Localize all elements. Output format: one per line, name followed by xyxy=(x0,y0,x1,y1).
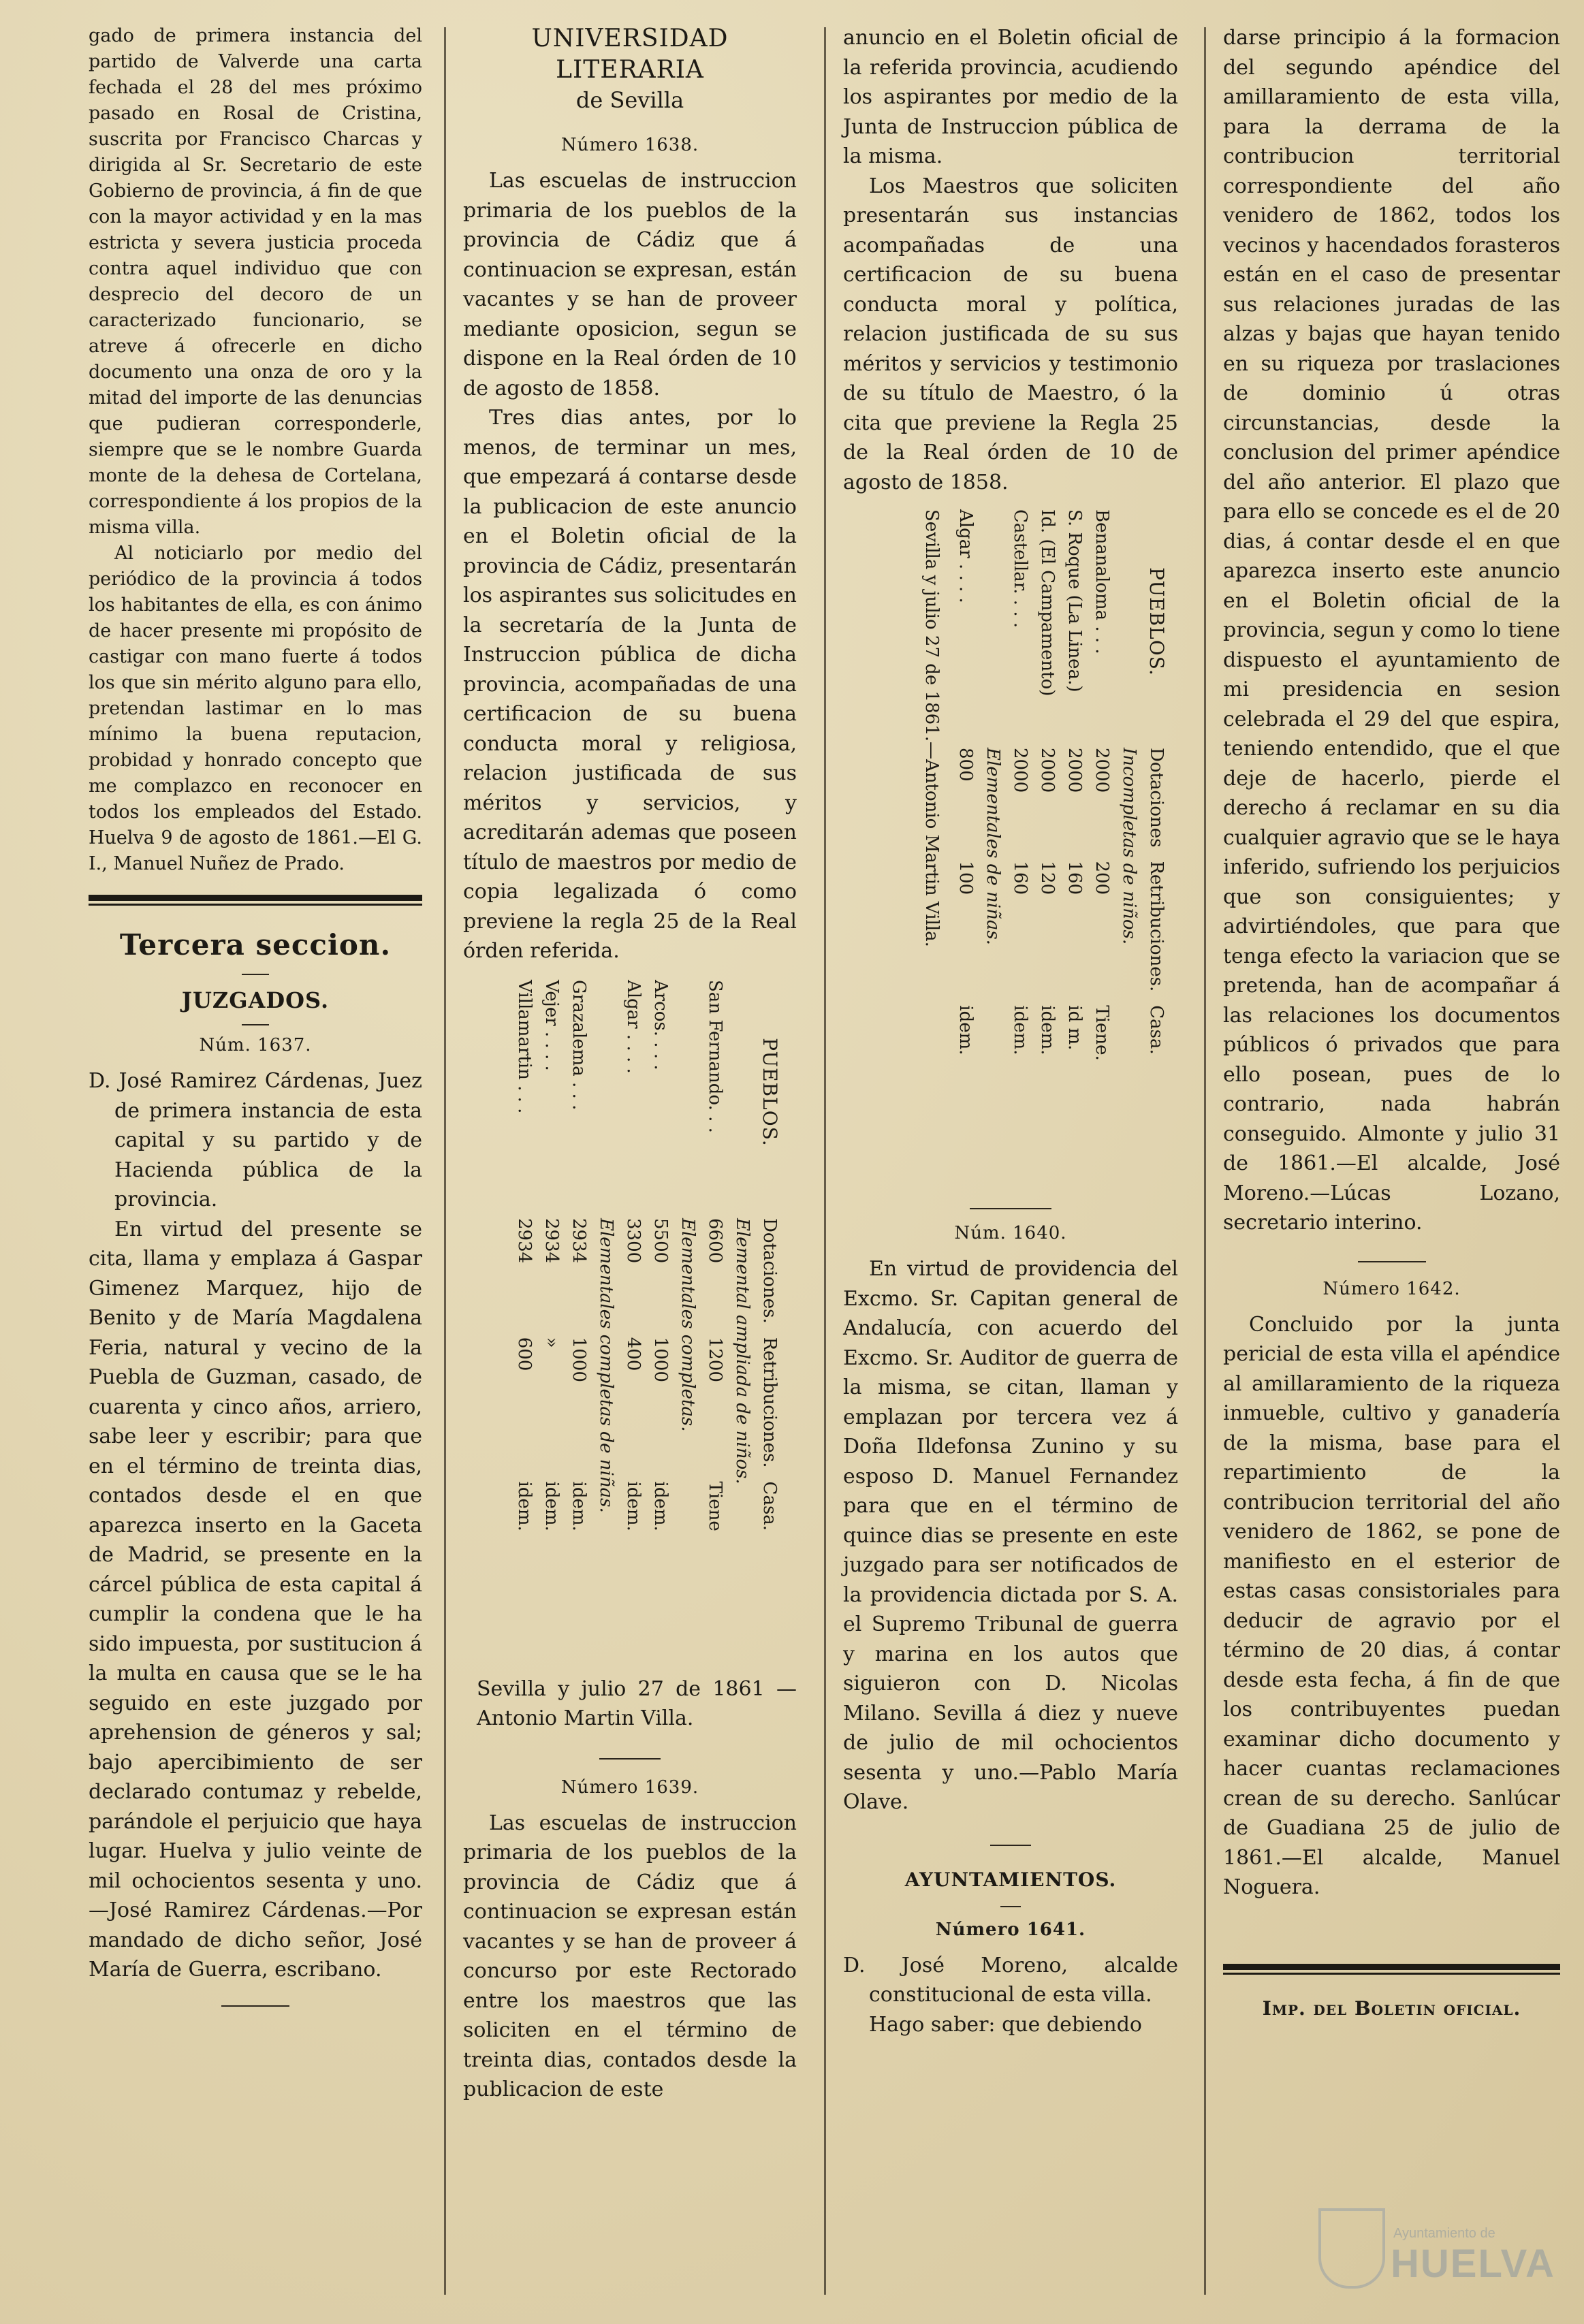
column-3 xyxy=(843,23,1178,2039)
table-cell: idem. xyxy=(541,1481,562,1531)
notice-body: anuncio en el Boletin oficial de la referida provincia, acudiendo los aspirantes por medio de la Junta de Instruccion pública de la misma. xyxy=(843,26,1178,168)
notice-number: Número 1641. xyxy=(935,1919,1086,1940)
table-cell: idem. xyxy=(623,1481,644,1531)
table-cell: 2000 xyxy=(1010,748,1030,793)
notice-body: Concluido por la junta pericial de esta villa el apéndice al amillaramiento de la riqueza inmueble, cultivo y ganadería de la misma, base para el repartimiento de la contribucion territorial del año venidero de 1862, se pone de manifiesto en el esterior de estas casas consistoriales para deducir de agravio por el término de 20 dias, á contar desde esta fecha, á fin de que los contribuyentes puedan examinar dicho documento y hacer cuantas reclamaciones crean de su derecho. Sanlúcar de Guadiana 25 de julio de 1861.—El alcalde, Manuel Noguera. xyxy=(1223,1312,1560,1899)
table-cell: idem. xyxy=(1037,1005,1058,1055)
watermark-line-1: Ayuntamiento de xyxy=(1393,2226,1495,2241)
table-cell: Castellar. . . . xyxy=(1010,509,1030,628)
table-cell: Tiene. xyxy=(1092,1005,1112,1061)
table-cell: Algar . . . . xyxy=(955,509,976,603)
table-row xyxy=(1061,503,1088,1068)
table-row xyxy=(1088,503,1115,1068)
table-cell: 2000 xyxy=(1037,748,1058,793)
table-cell: 1000 xyxy=(569,1337,589,1382)
table-header: Casa. xyxy=(759,1481,780,1531)
table-header: Dotaciones xyxy=(1146,748,1167,848)
table-cell: 800 xyxy=(955,748,976,782)
table-cell: Algar . . . . xyxy=(623,979,644,1074)
vacancies-table-area xyxy=(463,973,797,1674)
column-rule xyxy=(824,27,826,2295)
table-cell: 2934 xyxy=(514,1217,535,1263)
table-subheading: Elementales completas. xyxy=(678,1217,698,1431)
notice-number: Núm. 1640. xyxy=(954,1223,1067,1243)
city-watermark xyxy=(1318,2201,1555,2297)
column-1 xyxy=(89,23,422,2022)
table-cell: Id. (El Campamento) xyxy=(1037,509,1058,697)
university-city: de Sevilla xyxy=(575,87,684,113)
table-row xyxy=(701,973,729,1538)
table-cell: San Fernando. . . xyxy=(705,979,725,1133)
table-header: Retribuciones. xyxy=(759,1337,780,1468)
table-cell: Tiene xyxy=(705,1481,725,1531)
table-cell: 1000 xyxy=(650,1337,671,1382)
table-header: Dotaciones. xyxy=(759,1217,780,1324)
table-cell: idem. xyxy=(569,1481,589,1531)
table-cell: idem. xyxy=(650,1481,671,1531)
university-title: UNIVERSIDAD LITERARIA xyxy=(531,25,729,84)
table-cell: Villamartin . . . xyxy=(514,979,535,1113)
table-cell: 2000 xyxy=(1064,748,1085,793)
table-cell: 1200 xyxy=(705,1337,725,1382)
table-cell: Arcos. . . . xyxy=(650,979,671,1070)
notice-heading: D. José Moreno, alcalde constitucional de esta villa. xyxy=(843,1953,1178,2007)
notice-body: Hago saber: que debiendo xyxy=(869,2012,1142,2037)
divider xyxy=(242,1024,269,1025)
section-divider xyxy=(89,895,422,906)
table-cell: S. Roque (La Linea.) xyxy=(1064,509,1085,693)
notice-body: Los Maestros que soliciten presentarán sus instancias acompañadas de una certificacion de su buena conducta moral y política, relacion justificada de su sus méritos y servicios y testimonio de su título de Maestro, ó la cita que previene la Regla 25 de la Real órden de 10 de agosto de 1858. xyxy=(843,174,1178,494)
table-row xyxy=(1034,503,1061,1068)
table-cell: Vejer . . . . xyxy=(541,979,562,1071)
table-cell: 2934 xyxy=(541,1217,562,1263)
table-row xyxy=(565,973,592,1538)
imprint: Imp. del Boletin oficial. xyxy=(1262,1996,1521,2020)
table-cell: 5500 xyxy=(650,1217,671,1263)
table-header: PUEBLOS. xyxy=(1145,567,1168,676)
divider xyxy=(599,1758,661,1760)
letter-paragraph: Al noticiarlo por medio del periódico de la provincia á todos los habitantes de ella, es con ánimo de hacer presente mi propósito de castigar con mano fuerte á todos los que sin mérito alguno para ello, pretendan lastimar en lo mas mínimo la buena reputacion, probidad y honrado concepto que me complazco en reconocer en todos los empleados del Estado. Huelva 9 de agosto de 1861.—El G. I., Manuel Nuñez de Prado. xyxy=(89,543,422,874)
table-cell: 100 xyxy=(955,861,976,895)
notice-number: Número 1639. xyxy=(560,1777,699,1798)
section-title: Tercera seccion. xyxy=(119,928,392,961)
notice-body: Tres dias antes, por lo menos, de terminar un mes, que empezará á contarse desde la publicacion de este anuncio en el Boletin oficial de la provincia de Cádiz, presentarán los aspirantes sus solicitudes en la secretaría de la Junta de Instruccion pública de dicha provincia, acompañadas de una certificacion de su buena conducta moral y religiosa, relacion justificada de sus méritos y servicios, y acreditarán ademas que poseen título de maestros por medio de copia legalizada ó como previene la regla 25 de la Real órden referida. xyxy=(463,406,797,963)
table-cell: 6600 xyxy=(705,1217,725,1263)
divider xyxy=(970,1208,1051,1209)
closing-divider xyxy=(1223,1964,1560,1975)
table-cell: 2000 xyxy=(1092,748,1112,793)
subsection-title: JUZGADOS. xyxy=(181,987,330,1013)
table-subheading: Elementales de niñas. xyxy=(983,748,1003,945)
notice-body: Las escuelas de instruccion primaria de los pueblos de la provincia de Cádiz que á continuacion se expresan están vacantes y se han de proveer á concurso por este Rectorado entre los maestros que las soliciten en el término de treinta dias, contados desde la publicacion de este xyxy=(463,1811,797,2101)
table-cell: id m. xyxy=(1064,1005,1085,1051)
divider xyxy=(1000,1906,1021,1907)
vacancies-table-area-2 xyxy=(843,503,1178,1190)
notice-heading: D. José Ramirez Cárdenas, Juez de primera instancia de esta capital y su partido y de Hacienda pública de la provincia. xyxy=(89,1069,422,1211)
divider xyxy=(242,974,269,975)
column-2 xyxy=(463,23,797,2105)
table-header: Retribuciones. xyxy=(1146,861,1167,992)
signature: Sevilla y julio 27 de 1861 —Antonio Martin Villa. xyxy=(477,1676,797,1730)
vacancies-table xyxy=(511,973,783,1538)
table-row xyxy=(1007,503,1034,1068)
notice-number: Número 1642. xyxy=(1322,1278,1461,1299)
subsection-title: AYUNTAMIENTOS. xyxy=(904,1868,1117,1891)
table-row xyxy=(538,973,565,1538)
divider xyxy=(1358,1261,1426,1262)
divider xyxy=(990,1845,1031,1846)
table-row xyxy=(620,973,647,1538)
table-cell: 600 xyxy=(514,1337,535,1371)
table-cell: 160 xyxy=(1064,861,1085,895)
table-subheading: Elementales completas de niñas. xyxy=(596,1217,616,1513)
notice-body: darse principio á la formacion del segundo apéndice del amillaramiento de esta villa, para la derrama de la contribucion territorial correspondiente del año venidero de 1862, todos los vecinos y hacendados forasteros están en el caso de presentar sus relaciones juradas de las alzas y bajas que hayan tenido en su riqueza por traslaciones de dominio ú otras circunstancias, desde la conclusion del primer apéndice del año anterior. El plazo que para ello se concede es el de 20 dias, á contar desde el en que aparezca inserto este anuncio en el Boletin oficial de la provincia, segun y como lo tiene dispuesto el ayuntamiento de mi presidencia en sesion celebrada el 29 del que espira, teniendo entendido, que el que deje de hacerlo, pierde el derecho á reclamar en su dia cualquier agravio que se le haya inferido, sufriendo los perjuicios que son consiguientes; y advirtiéndoles, que para que tenga efecto la variacion que se pretenda, han de acompañar á las relaciones los documentos públicos ó privados que para ello posean, pues de lo contrario, nada habrán conseguido. Almonte y julio 31 de 1861.—El alcalde, José Moreno.—Lúcas Lozano, secretario interino. xyxy=(1223,26,1560,1235)
table-cell: 400 xyxy=(623,1337,644,1371)
table-cell: Benanaloma . . . xyxy=(1092,509,1112,654)
table-cell: idem. xyxy=(514,1481,535,1531)
table-header: Casa. xyxy=(1146,1005,1167,1055)
column-rule xyxy=(1204,27,1206,2295)
notice-number: Número 1638. xyxy=(560,135,699,155)
notice-number: Núm. 1637. xyxy=(199,1035,312,1055)
table-subheading: Elemental ampliada de niños. xyxy=(732,1217,753,1484)
table-cell: 120 xyxy=(1037,861,1058,895)
table-row xyxy=(952,503,979,1068)
letter-paragraph: gado de primera instancia del partido de Valverde una carta fechada el 28 del mes próximo pasado en Rosal de Cristina, suscrita por Francisco Charcas y dirigida al Sr. Secretario de este Gobierno de provincia, á fin de que con la mayor actividad y en la mas estricta y severa justicia proceda contra aquel individuo que con desprecio del decoro de un caracterizado funcionario, se atreve á ofrecerle en dicho documento una onza de oro y la mitad del importe de las denuncias que pudieran corresponderle, siempre que se le nombre Guarda monte de la dehesa de Cortelana, correspondiente á los propios de la misma villa. xyxy=(89,25,422,538)
divider xyxy=(221,2005,289,2007)
table-row xyxy=(511,973,538,1538)
table-cell: » xyxy=(541,1337,562,1348)
vacancies-table-2 xyxy=(918,503,1170,1068)
signature: Sevilla y julio 27 de 1861.—Antonio Martin Villa. xyxy=(921,509,942,947)
table-cell: 2934 xyxy=(569,1217,589,1263)
table-cell: idem. xyxy=(1010,1005,1030,1055)
table-cell: 3300 xyxy=(623,1217,644,1263)
watermark-line-2: HUELVA xyxy=(1391,2242,1555,2286)
table-cell: 160 xyxy=(1010,861,1030,895)
notice-body: En virtud del presente se cita, llama y emplaza á Gaspar Gimenez Marquez, hijo de Benito y de María Magdalena Feria, natural y vecino de la Puebla de Guzman, casado, de cuarenta y cinco años, arriero, sabe leer y escribir; para que en el término de treinta dias, contados desde el en que aparezca inserto en la Gaceta de Madrid, se presente en la cárcel pública de esta capital á cumplir la condena que le ha sido impuesta, por sustitucion á la multa en causa que se le ha seguido en este juzgado por aprehension de géneros y sal; bajo apercibimiento de ser declarado contumaz y rebelde, parándole el perjuicio que haya lugar. Huelva y julio veinte de mil ochocientos sesenta y uno.—José Ramirez Cárdenas.—Por mandado de dicho señor, José María de Guerra, escribano. xyxy=(89,1217,422,1981)
table-cell: Grazalema . . . xyxy=(569,979,589,1110)
column-4 xyxy=(1223,23,1560,2022)
shield-icon xyxy=(1318,2208,1385,2289)
notice-body: Las escuelas de instruccion primaria de los pueblos de la provincia de Cádiz que á continuacion se expresan, están vacantes y se han de proveer mediante oposicion, segun se dispone en la Real órden de 10 de agosto de 1858. xyxy=(463,169,797,400)
table-row xyxy=(647,973,674,1538)
notice-body: En virtud de providencia del Excmo. Sr. Capitan general de Andalucía, con acuerdo del Excmo. Sr. Auditor de guerra de la misma, se citan, llaman y emplazan por tercera vez á Doña Ildefonsa Zunino y su esposo D. Manuel Fernandez para que en el término de quince dias se presente en este juzgado para ser notificados de la providencia dictada por S. A. el Supremo Tribunal de guerra y marina en los autos que siguieron con D. Nicolas Milano. Sevilla á diez y nueve de julio de mil ochocientos sesenta y uno.—Pablo María Olave. xyxy=(843,1257,1178,1814)
table-cell: idem. xyxy=(955,1005,976,1055)
table-header: PUEBLOS. xyxy=(759,1037,781,1147)
table-subheading: Incompletas de niños. xyxy=(1119,748,1139,945)
table-cell: 200 xyxy=(1092,861,1112,895)
column-rule xyxy=(444,27,446,2295)
